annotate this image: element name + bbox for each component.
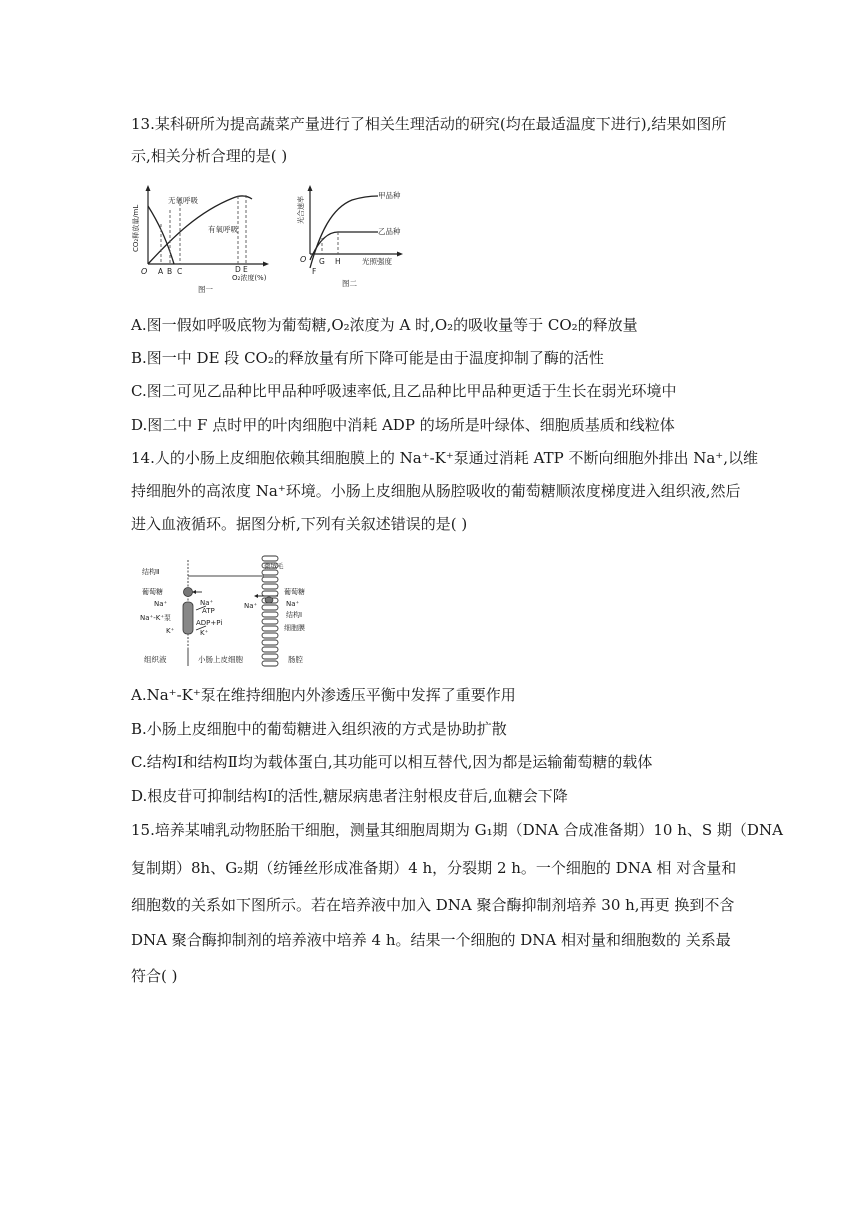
fig14-na-right1: Na⁺ bbox=[244, 602, 258, 610]
fig1-caption: 图一 bbox=[198, 285, 213, 294]
fig2-curve-a: 甲品种 bbox=[378, 191, 401, 200]
fig14-k-right: K⁺ bbox=[200, 629, 209, 637]
fig2-tick-h: H bbox=[335, 257, 341, 266]
fig2-ylabel: 光合速率 bbox=[297, 196, 305, 224]
fig14-na-right2: Na⁺ bbox=[286, 600, 300, 608]
fig14-adp: ADP+Pi bbox=[196, 619, 223, 627]
q13-option-a: A.图一假如呼吸底物为葡萄糖,O₂浓度为 A 时,O₂的吸收量等于 CO₂的释放量 bbox=[131, 316, 638, 334]
fig1-tick-b: B bbox=[167, 267, 173, 276]
fig14-struct2: 结构Ⅱ bbox=[142, 568, 160, 576]
fig1-tick-d: D bbox=[235, 265, 241, 274]
fig2-tick-g: G bbox=[319, 257, 325, 266]
q15-line1: 15.培养某哺乳动物胚胎干细胞，测量其细胞周期为 G₁期（DNA 合成准备期）10 h、S 期（DNA bbox=[131, 821, 783, 839]
q14-stem-line3: 进入血液循环。据图分析,下列有关叙述错误的是( ) bbox=[131, 515, 468, 533]
fig14-membrane: 细胞膜 bbox=[284, 624, 305, 632]
fig2-tick-f: F bbox=[312, 267, 317, 276]
fig1-tick-a: A bbox=[158, 267, 164, 276]
fig1-tick-e: E bbox=[243, 265, 248, 274]
q15-line3: 细胞数的关系如下图所示。若在培养液中加入 DNA 聚合酶抑制剂培养 30 h,再更 换到不含 bbox=[131, 896, 735, 914]
fig14-struct1: 结构Ⅰ bbox=[286, 611, 303, 619]
q13-figure-2 bbox=[292, 182, 412, 294]
q15-line5: 符合( ) bbox=[131, 967, 178, 985]
q14-option-c: C.结构Ⅰ和结构Ⅱ均为载体蛋白,其功能可以相互替代,因为都是运输葡萄糖的载体 bbox=[131, 753, 653, 771]
fig1-curve-anaerobic: 无氧呼吸 bbox=[168, 196, 198, 205]
fig14-region-mid: 小肠上皮细胞 bbox=[198, 655, 243, 664]
fig1-xlabel: O₂浓度(%) bbox=[232, 274, 267, 282]
fig14-na-left1: Na⁺ bbox=[154, 600, 168, 608]
fig14-pump: Na⁺-K⁺泵 bbox=[140, 614, 172, 622]
q14-option-a: A.Na⁺-K⁺泵在维持细胞内外渗透压平衡中发挥了重要作用 bbox=[131, 686, 516, 704]
q14-stem-line2: 持细胞外的高浓度 Na⁺环境。小肠上皮细胞从肠腔吸收的葡萄糖顺浓度梯度进入组织液,然后 bbox=[131, 482, 741, 500]
fig14-glucose-left: 葡萄糖 bbox=[142, 588, 163, 596]
q13-stem-line1: 13.某科研所为提高蔬菜产量进行了相关生理活动的研究(均在最适温度下进行),结果如图所 bbox=[131, 115, 727, 133]
fig14-microvilli: 微绒毛 bbox=[264, 562, 284, 570]
q13-option-d: D.图二中 F 点时甲的叶肉细胞中消耗 ADP 的场所是叶绿体、细胞质基质和线粒体 bbox=[131, 416, 675, 434]
fig14-glucose-right: 葡萄糖 bbox=[284, 588, 305, 596]
q13-stem-line2: 示,相关分析合理的是( ) bbox=[131, 147, 288, 165]
fig2-origin: O bbox=[300, 255, 307, 264]
fig1-tick-c: C bbox=[177, 267, 183, 276]
fig1-ylabel: CO₂释放量/mL bbox=[132, 204, 140, 252]
fig1-curve-aerobic: 有氧呼吸 bbox=[208, 225, 238, 234]
fig1-origin: O bbox=[141, 267, 148, 276]
q14-stem-line1: 14.人的小肠上皮细胞依赖其细胞膜上的 Na⁺-K⁺泵通过消耗 ATP 不断向细胞外排出 Na⁺,以维 bbox=[131, 449, 758, 467]
q15-line4: DNA 聚合酶抑制剂的培养液中培养 4 h。结果一个细胞的 DNA 相对量和细胞数的 关系最 bbox=[131, 931, 731, 949]
fig14-atp: ATP bbox=[202, 607, 215, 615]
fig14-k-left: K⁺ bbox=[166, 627, 175, 635]
q13-option-c: C.图二可见乙品种比甲品种呼吸速率低,且乙品种比甲品种更适于生长在弱光环境中 bbox=[131, 382, 677, 400]
fig14-region-left: 组织液 bbox=[144, 655, 167, 664]
q14-figure bbox=[138, 552, 338, 670]
q13-figure-1 bbox=[128, 182, 278, 294]
fig2-xlabel: 光照强度 bbox=[362, 257, 392, 266]
fig14-na-left2: Na⁺ bbox=[200, 599, 214, 607]
fig2-caption: 图二 bbox=[342, 279, 357, 288]
q14-option-b: B.小肠上皮细胞中的葡萄糖进入组织液的方式是协助扩散 bbox=[131, 720, 507, 738]
fig2-curve-b: 乙品种 bbox=[378, 227, 401, 236]
fig14-region-right: 肠腔 bbox=[288, 655, 303, 664]
q15-line2: 复制期）8h、G₂期（纺锤丝形成准备期）4 h，分裂期 2 h。一个细胞的 DNA 相 对含量和 bbox=[131, 859, 737, 877]
q13-option-b: B.图一中 DE 段 CO₂的释放量有所下降可能是由于温度抑制了酶的活性 bbox=[131, 349, 604, 367]
q14-option-d: D.根皮苷可抑制结构Ⅰ的活性,糖尿病患者注射根皮苷后,血糖会下降 bbox=[131, 787, 568, 805]
